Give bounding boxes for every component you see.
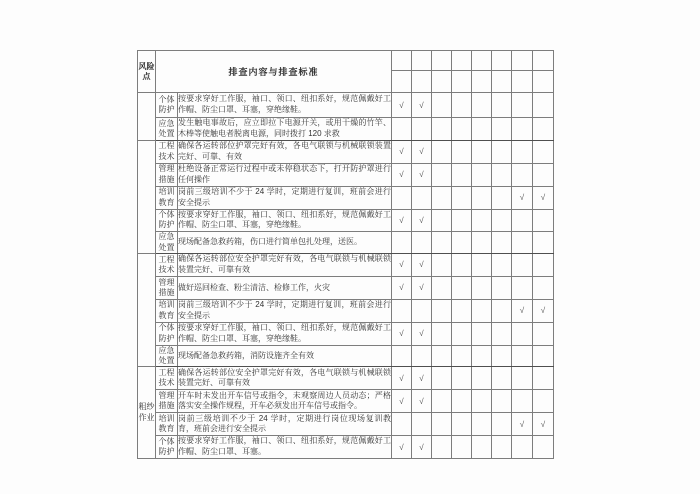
empty-check-cell	[472, 436, 492, 459]
empty-check-cell	[492, 232, 512, 254]
checkmark-cell: √	[533, 299, 554, 322]
empty-check-cell	[533, 93, 554, 118]
empty-check-cell	[533, 253, 554, 276]
empty-check-cell	[392, 186, 412, 209]
empty-check-cell	[533, 436, 554, 459]
empty-check-cell	[432, 253, 452, 276]
empty-check-cell	[472, 163, 492, 186]
empty-check-cell	[472, 253, 492, 276]
empty-check-cell	[512, 93, 533, 118]
checkmark-cell: √	[412, 367, 432, 390]
content-cell: 岗前三级培训不少于 24 学时，定期进行复训，班前会进行安全提示	[178, 186, 392, 209]
category-cell: 工程技术	[156, 367, 178, 390]
empty-check-cell	[512, 118, 533, 141]
table-row	[138, 186, 554, 209]
empty-check-cell	[533, 345, 554, 367]
checkmark-cell: √	[512, 299, 533, 322]
empty-check-cell	[472, 345, 492, 367]
check-column-header-bottom	[432, 71, 452, 93]
checkmark-cell: √	[392, 163, 412, 186]
category-cell: 应急处置	[156, 118, 178, 141]
empty-check-cell	[472, 93, 492, 118]
empty-check-cell	[533, 276, 554, 299]
category-cell: 应急处置	[156, 232, 178, 254]
empty-check-cell	[432, 390, 452, 413]
empty-check-cell	[533, 141, 554, 164]
empty-check-cell	[432, 413, 452, 436]
empty-check-cell	[392, 345, 412, 367]
risk-point-cell	[138, 253, 156, 366]
empty-check-cell	[512, 367, 533, 390]
inspection-content-header: 排查内容与排查标准	[156, 51, 392, 93]
empty-check-cell	[412, 345, 432, 367]
risk-point-cell	[138, 141, 156, 254]
table-row	[138, 141, 554, 164]
empty-check-cell	[452, 186, 472, 209]
table-body	[138, 93, 554, 459]
checkmark-cell: √	[533, 186, 554, 209]
empty-check-cell	[492, 186, 512, 209]
empty-check-cell	[432, 322, 452, 345]
empty-check-cell	[472, 390, 492, 413]
category-cell: 培训教育	[156, 299, 178, 322]
empty-check-cell	[432, 209, 452, 232]
empty-check-cell	[533, 390, 554, 413]
empty-check-cell	[392, 413, 412, 436]
content-cell: 开车时未发出开车信号或指令，未观察周边人员动态；严格落实安全操作规程，开车必须发出开车信号或指令。	[178, 390, 392, 413]
table-row	[138, 163, 554, 186]
content-cell: 按要求穿好工作服，袖口、领口、纽扣系好，规范佩戴好工作帽、防尘口罩、耳塞。	[178, 436, 392, 459]
check-column-header-bottom	[392, 71, 412, 93]
empty-check-cell	[492, 253, 512, 276]
empty-check-cell	[492, 118, 512, 141]
empty-check-cell	[452, 299, 472, 322]
checkmark-cell: √	[412, 93, 432, 118]
checkmark-cell: √	[392, 141, 412, 164]
empty-check-cell	[452, 322, 472, 345]
category-cell: 培训教育	[156, 413, 178, 436]
empty-check-cell	[432, 436, 452, 459]
category-cell: 管理措施	[156, 390, 178, 413]
empty-check-cell	[512, 436, 533, 459]
checkmark-cell: √	[412, 209, 432, 232]
table-row	[138, 390, 554, 413]
content-cell: 杜绝设备正常运行过程中或未停稳状态下，打开防护罩进行任何操作	[178, 163, 392, 186]
empty-check-cell	[492, 163, 512, 186]
empty-check-cell	[432, 93, 452, 118]
empty-check-cell	[492, 390, 512, 413]
check-column-header-bottom	[472, 71, 492, 93]
header-row-top	[138, 51, 554, 71]
checkmark-cell: √	[392, 253, 412, 276]
empty-check-cell	[452, 93, 472, 118]
empty-check-cell	[533, 322, 554, 345]
checkmark-cell: √	[412, 390, 432, 413]
category-cell: 工程技术	[156, 253, 178, 276]
check-column-header-top	[492, 51, 512, 71]
table-row	[138, 93, 554, 118]
empty-check-cell	[452, 232, 472, 254]
empty-check-cell	[452, 141, 472, 164]
table-row	[138, 436, 554, 459]
empty-check-cell	[512, 232, 533, 254]
table-row	[138, 413, 554, 436]
checkmark-cell: √	[392, 436, 412, 459]
table-row	[138, 367, 554, 390]
empty-check-cell	[492, 322, 512, 345]
checkmark-cell: √	[392, 276, 412, 299]
checkmark-cell: √	[412, 436, 432, 459]
table-row	[138, 232, 554, 254]
empty-check-cell	[492, 276, 512, 299]
inspection-table	[137, 50, 554, 459]
check-column-header-bottom	[412, 71, 432, 93]
content-cell: 岗前三级培训不少于 24 学时，定期进行复训，班前会进行安全提示	[178, 299, 392, 322]
content-cell: 按要求穿好工作服，袖口、领口、纽扣系好，规范佩戴好工作帽、防尘口罩、耳塞，穿绝缘鞋。	[178, 322, 392, 345]
checkmark-cell: √	[392, 93, 412, 118]
table-row	[138, 299, 554, 322]
empty-check-cell	[432, 163, 452, 186]
empty-check-cell	[512, 345, 533, 367]
empty-check-cell	[452, 163, 472, 186]
checkmark-cell: √	[392, 322, 412, 345]
checkmark-cell: √	[412, 253, 432, 276]
category-cell: 管理措施	[156, 276, 178, 299]
risk-point-cell: 粗纱作业	[138, 367, 156, 459]
check-column-header-top	[412, 51, 432, 71]
empty-check-cell	[492, 413, 512, 436]
empty-check-cell	[533, 367, 554, 390]
content-cell: 现场配备急救药箱，伤口进行简单包扎处理，送医。	[178, 232, 392, 254]
content-cell: 按要求穿好工作服，袖口、领口、纽扣系好，规范佩戴好工作帽、防尘口罩、耳塞，穿绝缘鞋。	[178, 209, 392, 232]
empty-check-cell	[432, 186, 452, 209]
check-column-header-bottom	[533, 71, 554, 93]
table-row	[138, 209, 554, 232]
empty-check-cell	[492, 436, 512, 459]
category-cell: 个体防护	[156, 93, 178, 118]
empty-check-cell	[472, 322, 492, 345]
empty-check-cell	[412, 186, 432, 209]
empty-check-cell	[432, 118, 452, 141]
content-cell: 确保各运转部位护罩完好有效，各电气联锁与机械联锁装置完好、可靠、有效	[178, 141, 392, 164]
empty-check-cell	[472, 413, 492, 436]
risk-point-header: 风险点	[138, 51, 156, 93]
empty-check-cell	[392, 232, 412, 254]
content-cell: 确保各运转部位安全护罩完好有效，各电气联锁与机械联锁装置完好、可靠有效	[178, 253, 392, 276]
table-header	[138, 51, 554, 93]
content-cell: 按要求穿好工作服，袖口、领口、纽扣系好，规范佩戴好工作帽、防尘口罩、耳塞，穿绝缘鞋。	[178, 93, 392, 118]
checkmark-cell: √	[392, 209, 412, 232]
table-row	[138, 345, 554, 367]
content-cell: 发生触电事故后，应立即拉下电源开关，或用干燥的竹竿、木棒等使触电者脱离电源，同时拨打 120 求救	[178, 118, 392, 141]
empty-check-cell	[512, 209, 533, 232]
empty-check-cell	[492, 93, 512, 118]
empty-check-cell	[472, 186, 492, 209]
empty-check-cell	[452, 436, 472, 459]
check-column-header-top	[452, 51, 472, 71]
empty-check-cell	[492, 345, 512, 367]
content-cell: 岗前三级培训不少于 24 学时，定期进行岗位现场复训教育，班前会进行安全提示	[178, 413, 392, 436]
empty-check-cell	[512, 253, 533, 276]
empty-check-cell	[512, 141, 533, 164]
category-cell: 个体防护	[156, 322, 178, 345]
check-column-header-top	[512, 51, 533, 71]
category-cell: 个体防护	[156, 436, 178, 459]
check-column-header-top	[472, 51, 492, 71]
check-column-header-top	[533, 51, 554, 71]
empty-check-cell	[452, 276, 472, 299]
empty-check-cell	[412, 299, 432, 322]
checkmark-cell: √	[512, 186, 533, 209]
checkmark-cell: √	[412, 322, 432, 345]
empty-check-cell	[452, 253, 472, 276]
category-cell: 应急处置	[156, 345, 178, 367]
empty-check-cell	[432, 232, 452, 254]
checkmark-cell: √	[412, 276, 432, 299]
category-cell: 个体防护	[156, 209, 178, 232]
empty-check-cell	[452, 413, 472, 436]
empty-check-cell	[412, 118, 432, 141]
table-row	[138, 118, 554, 141]
empty-check-cell	[452, 209, 472, 232]
empty-check-cell	[472, 299, 492, 322]
empty-check-cell	[533, 163, 554, 186]
empty-check-cell	[472, 141, 492, 164]
empty-check-cell	[432, 141, 452, 164]
empty-check-cell	[432, 299, 452, 322]
empty-check-cell	[472, 209, 492, 232]
check-column-header-bottom	[492, 71, 512, 93]
checkmark-cell: √	[533, 413, 554, 436]
category-cell: 工程技术	[156, 141, 178, 164]
empty-check-cell	[533, 232, 554, 254]
empty-check-cell	[452, 367, 472, 390]
empty-check-cell	[492, 299, 512, 322]
empty-check-cell	[512, 276, 533, 299]
checkmark-cell: √	[512, 413, 533, 436]
table-row	[138, 276, 554, 299]
empty-check-cell	[472, 232, 492, 254]
content-cell: 现场配备急救药箱，消防设施齐全有效	[178, 345, 392, 367]
empty-check-cell	[533, 118, 554, 141]
category-cell: 培训教育	[156, 186, 178, 209]
empty-check-cell	[392, 299, 412, 322]
content-cell: 做好巡回检查、粉尘清洁、检修工作，火灾	[178, 276, 392, 299]
empty-check-cell	[472, 118, 492, 141]
empty-check-cell	[432, 367, 452, 390]
empty-check-cell	[412, 232, 432, 254]
content-cell: 确保各运转部位安全护罩完好有效，各电气联锁与机械联锁装置完好、可靠有效	[178, 367, 392, 390]
risk-point-cell	[138, 93, 156, 141]
check-column-header-top	[392, 51, 412, 71]
checkmark-cell: √	[392, 367, 412, 390]
checkmark-cell: √	[412, 141, 432, 164]
empty-check-cell	[412, 413, 432, 436]
empty-check-cell	[452, 390, 472, 413]
empty-check-cell	[492, 209, 512, 232]
empty-check-cell	[432, 345, 452, 367]
empty-check-cell	[512, 163, 533, 186]
table-row	[138, 253, 554, 276]
checkmark-cell: √	[392, 390, 412, 413]
empty-check-cell	[392, 118, 412, 141]
table-row	[138, 322, 554, 345]
empty-check-cell	[452, 118, 472, 141]
checkmark-cell: √	[412, 163, 432, 186]
check-column-header-top	[432, 51, 452, 71]
empty-check-cell	[452, 345, 472, 367]
check-column-header-bottom	[452, 71, 472, 93]
empty-check-cell	[492, 367, 512, 390]
empty-check-cell	[533, 209, 554, 232]
check-column-header-bottom	[512, 71, 533, 93]
empty-check-cell	[472, 367, 492, 390]
empty-check-cell	[492, 141, 512, 164]
empty-check-cell	[432, 276, 452, 299]
empty-check-cell	[512, 322, 533, 345]
empty-check-cell	[472, 276, 492, 299]
empty-check-cell	[512, 390, 533, 413]
category-cell: 管理措施	[156, 163, 178, 186]
